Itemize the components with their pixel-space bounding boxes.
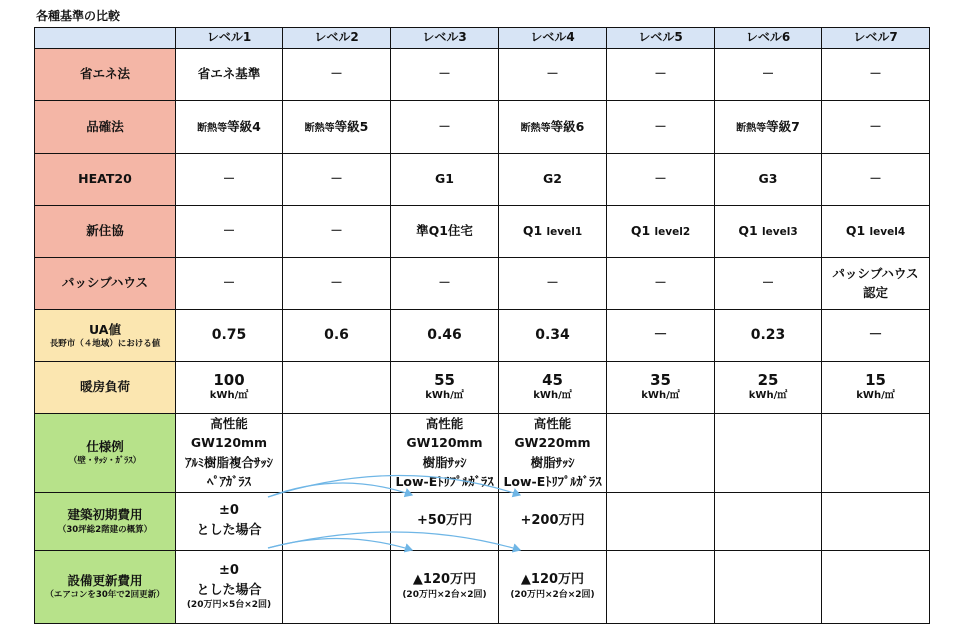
- cell-ua-4: 0.34: [499, 310, 607, 362]
- cell-heating-3-unit: kWh/㎡: [425, 390, 464, 402]
- cell-hinkaku-1: [176, 101, 283, 154]
- cell-heating-7-unit: kWh/㎡: [856, 390, 895, 402]
- cell-renewal-2: [283, 550, 391, 623]
- cell-hinkaku-4: [499, 101, 607, 154]
- row-label-initial-main: 建築初期費用: [67, 507, 143, 523]
- cell-shinjukyo-1: [176, 206, 283, 258]
- cell-initial-5: [607, 492, 715, 550]
- cell-passive-4: －: [499, 258, 607, 310]
- cell-initial-2: [283, 492, 391, 550]
- row-label-spec: [35, 414, 176, 493]
- cell-heating-5: [607, 362, 715, 414]
- cell-heating-6-unit: kWh/㎡: [748, 390, 788, 402]
- cell-initial-6: [715, 492, 822, 550]
- cell-hinkaku-5: [607, 101, 715, 154]
- cell-spec-1-wall: 高性能GW120mm: [190, 416, 268, 451]
- cell-heating-1-value: 100: [213, 370, 245, 389]
- cell-passive-6: －: [715, 258, 822, 310]
- cell-spec-3-wall: 高性能GW120mm: [406, 416, 483, 451]
- cell-hinkaku-7: [822, 101, 930, 154]
- cell-shoene-5: －: [607, 49, 715, 101]
- cell-heating-4: [499, 362, 607, 414]
- cell-passive-7: [822, 258, 930, 310]
- cell-spec-3-glass: Low-Eﾄﾘﾌﾟﾙｶﾞﾗｽ: [395, 474, 494, 490]
- header-level-3: レベル3: [391, 28, 499, 49]
- cell-shinjukyo-5-main: Q1: [630, 223, 651, 239]
- row-label-initial: [35, 492, 176, 550]
- cell-heating-4-unit: kWh/㎡: [533, 390, 572, 402]
- cell-shinjukyo-3-main: 準Q1住宅: [416, 223, 473, 239]
- cell-shoene-6: －: [715, 49, 822, 101]
- cell-heat20-4: G2: [499, 154, 607, 206]
- cell-spec-1-glass: ﾍﾟｱｶﾞﾗｽ: [207, 474, 251, 490]
- cell-heating-7: [822, 362, 930, 414]
- cell-shinjukyo-6: [715, 206, 822, 258]
- cell-shoene-2: －: [283, 49, 391, 101]
- cell-spec-7: [822, 414, 930, 493]
- cell-heating-7-value: 15: [865, 370, 886, 389]
- cell-heating-3-value: 55: [434, 370, 455, 389]
- cell-shinjukyo-6-sub: level3: [762, 226, 798, 239]
- cell-spec-4: [499, 414, 607, 493]
- row-spec: [35, 414, 930, 493]
- row-label-ua-sub: 長野市（４地域）における値: [49, 339, 161, 350]
- cell-shinjukyo-1-main: －: [222, 223, 236, 239]
- cell-ua-7: －: [822, 310, 930, 362]
- cell-passive-7-line1: パッシブハウス: [832, 266, 919, 282]
- row-label-passive: パッシブハウス: [35, 258, 176, 310]
- cell-hinkaku-3: [391, 101, 499, 154]
- cell-renewal-4: [499, 550, 607, 623]
- cell-renewal-3: [391, 550, 499, 623]
- cell-initial-1-line2: とした場合: [196, 523, 262, 538]
- row-initial: [35, 492, 930, 550]
- cell-initial-3: +50万円: [391, 492, 499, 550]
- cell-hinkaku-3-main: －: [438, 118, 451, 134]
- cell-hinkaku-5-main: －: [654, 118, 667, 134]
- row-label-renewal-sub: （エアコンを30年で2回更新）: [45, 590, 165, 601]
- row-hinkaku: [35, 101, 930, 154]
- header-level-4: レベル4: [499, 28, 607, 49]
- cell-ua-1: 0.75: [176, 310, 283, 362]
- cell-initial-1: [176, 492, 283, 550]
- cell-heating-1-unit: kWh/㎡: [209, 390, 249, 402]
- cell-initial-4: +200万円: [499, 492, 607, 550]
- cell-hinkaku-1-main: 等級4: [227, 118, 261, 134]
- cell-renewal-1: [176, 550, 283, 623]
- cell-heat20-5: －: [607, 154, 715, 206]
- row-label-heat20: HEAT20: [35, 154, 176, 206]
- cell-hinkaku-7-main: －: [869, 118, 882, 134]
- cell-spec-4-glass: Low-Eﾄﾘﾌﾟﾙｶﾞﾗｽ: [503, 474, 602, 490]
- row-heat20: [35, 154, 930, 206]
- cell-ua-3: 0.46: [391, 310, 499, 362]
- header-level-1: レベル1: [176, 28, 283, 49]
- cell-heating-6-value: 25: [757, 370, 779, 389]
- cell-heat20-6: G3: [715, 154, 822, 206]
- cell-spec-1: [176, 414, 283, 493]
- row-shinjukyo: [35, 206, 930, 258]
- cell-spec-4-wall: 高性能GW220mm: [514, 416, 591, 451]
- row-ua: [35, 310, 930, 362]
- cell-shinjukyo-3: [391, 206, 499, 258]
- cell-spec-2: [283, 414, 391, 493]
- cell-passive-3: －: [391, 258, 499, 310]
- row-label-renewal-main: 設備更新費用: [67, 572, 143, 588]
- row-label-shoene: 省エネ法: [35, 49, 176, 101]
- cell-shinjukyo-2-main: －: [330, 223, 343, 239]
- cell-heat20-7: －: [822, 154, 930, 206]
- cell-hinkaku-4-pre: 断熱等: [520, 122, 551, 134]
- cell-shoene-1: 省エネ基準: [176, 49, 283, 101]
- cell-shinjukyo-2: [283, 206, 391, 258]
- row-label-spec-main: 仕様例: [86, 439, 124, 455]
- cell-heat20-1: －: [176, 154, 283, 206]
- cell-heating-4-value: 45: [542, 370, 563, 389]
- cell-spec-5: [607, 414, 715, 493]
- cell-spec-3-sash: 樹脂ｻｯｼ: [422, 454, 467, 470]
- cell-renewal-5: [607, 550, 715, 623]
- header-level-7: レベル7: [822, 28, 930, 49]
- row-label-shinjukyo: 新住協: [35, 206, 176, 258]
- cell-renewal-7: [822, 550, 930, 623]
- cell-shoene-7: －: [822, 49, 930, 101]
- row-heating: [35, 362, 930, 414]
- cell-heating-5-value: 35: [650, 370, 671, 389]
- cell-shinjukyo-4: [499, 206, 607, 258]
- cell-shinjukyo-7-sub: level4: [869, 226, 906, 239]
- cell-heating-2: [283, 362, 391, 414]
- cell-spec-1-sash: ｱﾙﾐ樹脂複合ｻｯｼ: [185, 454, 273, 470]
- row-label-heating: 暖房負荷: [35, 362, 176, 414]
- cell-heating-3: [391, 362, 499, 414]
- cell-initial-1-line1: ±0: [219, 502, 239, 518]
- comparison-table: [34, 27, 930, 624]
- cell-renewal-1-line2: とした場合: [196, 582, 262, 598]
- cell-shoene-3: －: [391, 49, 499, 101]
- cell-heat20-3: G1: [391, 154, 499, 206]
- cell-spec-4-sash: 樹脂ｻｯｼ: [530, 454, 575, 470]
- row-renewal: [35, 550, 930, 623]
- cell-shoene-4: －: [499, 49, 607, 101]
- header-level-6: レベル6: [715, 28, 822, 49]
- cell-hinkaku-1-pre: 断熱等: [197, 122, 228, 134]
- cell-hinkaku-2-main: 等級5: [334, 118, 369, 134]
- header-level-2: レベル2: [283, 28, 391, 49]
- cell-passive-1: －: [176, 258, 283, 310]
- cell-passive-5: －: [607, 258, 715, 310]
- cell-renewal-3-note: (20万円×2台×2回): [402, 590, 487, 601]
- header-corner: [35, 28, 176, 49]
- cell-hinkaku-2-pre: 断熱等: [304, 122, 335, 134]
- cell-renewal-4-value: ▲120万円: [520, 572, 585, 588]
- cell-shinjukyo-4-sub: level1: [546, 226, 583, 239]
- row-label-spec-sub: （壁・ｻｯｼ・ｶﾞﾗｽ）: [68, 456, 142, 467]
- cell-shinjukyo-5-sub: level2: [654, 226, 691, 239]
- cell-shinjukyo-7: [822, 206, 930, 258]
- cell-renewal-1-note: (20万円×5台×2回): [186, 600, 272, 611]
- row-label-ua: [35, 310, 176, 362]
- cell-initial-7: [822, 492, 930, 550]
- cell-heating-6: [715, 362, 822, 414]
- cell-hinkaku-4-main: 等級6: [550, 118, 585, 134]
- header-level-5: レベル5: [607, 28, 715, 49]
- page-title: 各種基準の比較: [36, 9, 121, 23]
- cell-heat20-2: －: [283, 154, 391, 206]
- cell-renewal-3-value: ▲120万円: [412, 572, 477, 588]
- cell-passive-2: －: [283, 258, 391, 310]
- cell-passive-7-line2: 認定: [862, 284, 888, 300]
- cell-renewal-1-line1: ±0: [219, 563, 239, 579]
- cell-hinkaku-6-main: 等級7: [766, 118, 800, 134]
- row-label-renewal: [35, 550, 176, 623]
- cell-spec-3: [391, 414, 499, 493]
- cell-ua-6: 0.23: [715, 310, 822, 362]
- cell-shinjukyo-5: [607, 206, 715, 258]
- cell-spec-6: [715, 414, 822, 493]
- cell-hinkaku-6-pre: 断熱等: [736, 122, 767, 134]
- cell-renewal-4-note: (20万円×2台×2回): [510, 590, 595, 601]
- cell-renewal-6: [715, 550, 822, 623]
- row-label-initial-sub: （30坪総2階建の概算）: [57, 524, 153, 535]
- cell-hinkaku-2: [283, 101, 391, 154]
- row-label-ua-main: UA値: [89, 321, 121, 337]
- cell-ua-5: －: [607, 310, 715, 362]
- cell-shinjukyo-6-main: Q1: [738, 223, 758, 239]
- cell-heating-5-unit: kWh/㎡: [641, 390, 680, 402]
- cell-ua-2: 0.6: [283, 310, 391, 362]
- cell-shinjukyo-7-main: Q1: [845, 223, 866, 239]
- cell-heating-1: [176, 362, 283, 414]
- row-shoene: [35, 49, 930, 101]
- row-passive: [35, 258, 930, 310]
- cell-shinjukyo-4-main: Q1: [522, 223, 543, 239]
- row-label-hinkaku: 品確法: [35, 101, 176, 154]
- header-row: [35, 28, 930, 49]
- cell-hinkaku-6: [715, 101, 822, 154]
